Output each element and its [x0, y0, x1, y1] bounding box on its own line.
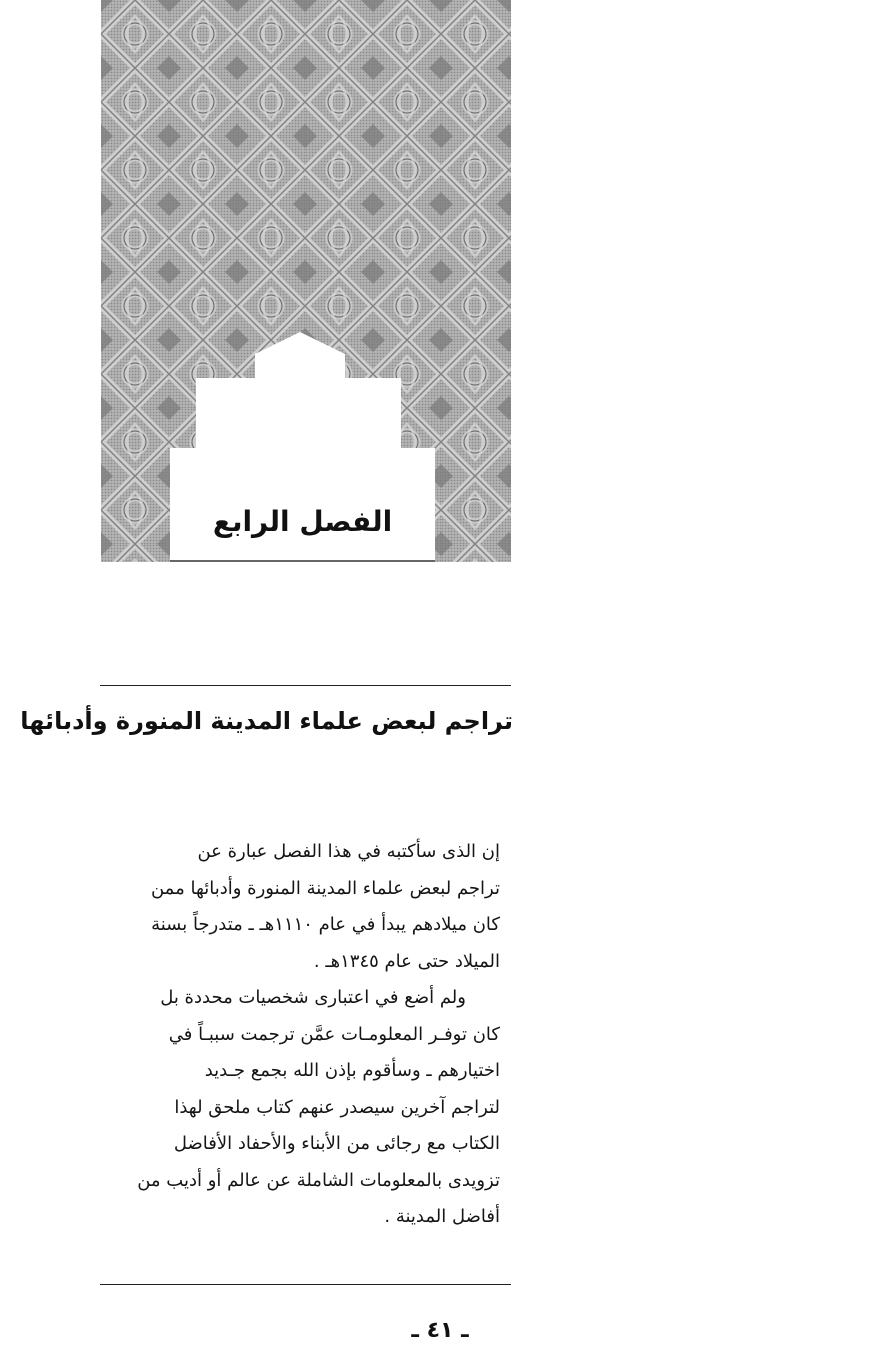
body-line: اختيارهم ـ وسأقوم بإذن الله بجمع جـديد — [204, 1060, 500, 1081]
body-line: كان توفـر المعلومـات عمَّن ترجمت سببـاً في — [168, 1023, 500, 1045]
body-line: الكتاب مع رجائى من الأبناء والأحفاد الأفاضل — [173, 1133, 500, 1154]
footer-divider — [100, 1284, 511, 1285]
body-line: كان ميلادهم يبدأ في عام ١١١٠هـ ـ متدرجاً بسنة — [151, 914, 500, 935]
body-line: ولم أضع في اعتبارى شخصيات محددة بل — [160, 987, 466, 1008]
arabesque-pattern-icon — [101, 0, 511, 562]
body-line: تراجم لبعض علماء المدينة المنورة وأدبائها ممن — [150, 877, 500, 899]
page-number: ـ ٤١ ـ — [411, 1318, 469, 1343]
section-divider-top — [100, 685, 511, 686]
body-line: لتراجم آخرين سيصدر عنهم كتاب ملحق لهذا — [174, 1096, 500, 1118]
body-line: الميلاد حتى عام ١٣٤٥هـ . — [313, 950, 500, 972]
body-line: أفاضل المدينة . — [384, 1206, 500, 1227]
body-paragraphs — [104, 834, 500, 1236]
body-line: إن الذى سأكتبه في هذا الفصل عبارة عن — [197, 841, 500, 862]
body-line: تزويدى بالمعلومات الشاملة عن عالم أو أديب من — [137, 1169, 500, 1191]
section-heading: تراجم لبعض علماء المدينة المنورة وأدبائها — [20, 707, 513, 735]
chapter-ornament-panel — [101, 0, 511, 562]
chapter-title: الفصل الرابع — [212, 505, 393, 538]
